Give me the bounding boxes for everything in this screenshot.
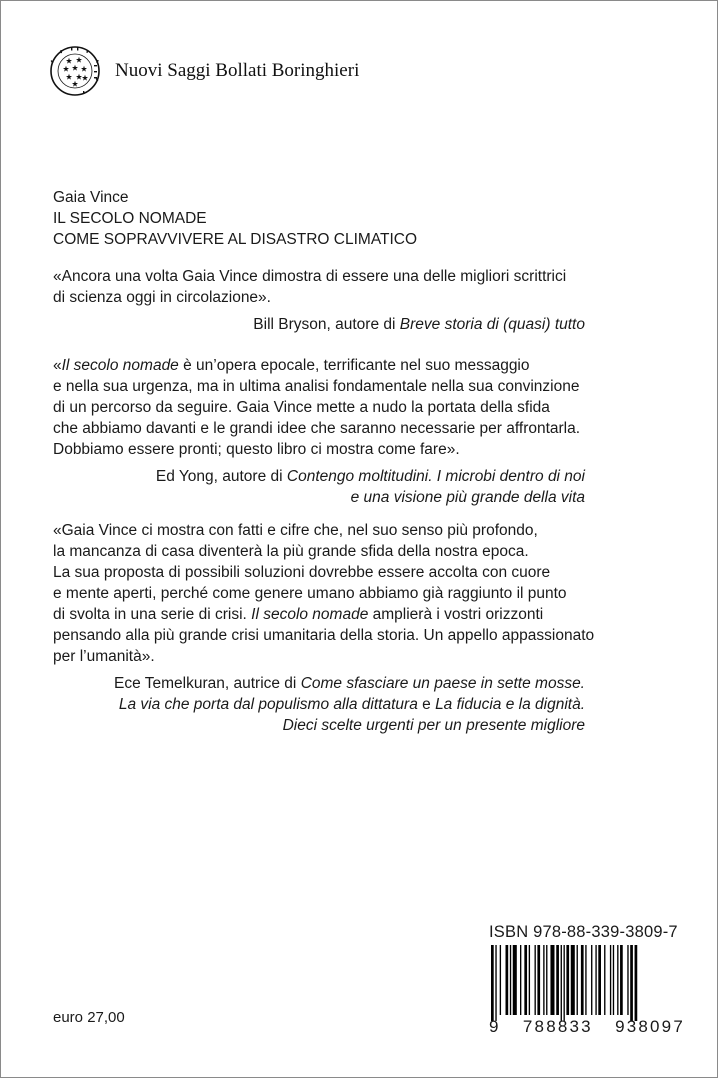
- quote-temelkuran: [53, 520, 595, 736]
- isbn-block: [489, 923, 685, 1037]
- quote-line: e mente aperti, perché come genere umano abbiamo già raggiunto il punto: [53, 585, 567, 602]
- quote-attribution: [53, 466, 585, 508]
- quote-line: di un percorso da seguire. Gaia Vince mette a nudo la portata della sfida: [53, 399, 550, 416]
- quote-line: di svolta in una serie di crisi.: [53, 606, 252, 623]
- attribution-name: Ed Yong, autore di: [155, 468, 287, 485]
- attribution-name: Bill Bryson, autore di: [253, 316, 400, 333]
- quote-line: è un’opera epocale, terrificante nel suo messaggio: [178, 357, 530, 374]
- attribution-work: Come sfasciare un paese in sette mosse.: [300, 675, 585, 692]
- attribution-conjunction: e: [417, 696, 436, 713]
- quote-line: e nella sua urgenza, ma in ultima analisi fondamentale nella sua convinzione: [53, 378, 580, 395]
- quote-attribution: [53, 673, 585, 736]
- isbn-label: ISBN 978-88-339-3809-7: [489, 923, 678, 941]
- quote-open-mark: «: [53, 357, 62, 374]
- quote-italic-title: Il secolo nomade: [61, 357, 179, 374]
- publisher-logo-icon: [49, 45, 101, 97]
- quote-line: di scienza oggi in circolazione».: [53, 289, 271, 306]
- attribution-work: e una visione più grande della vita: [350, 489, 585, 506]
- barcode-digits-left: 788833: [522, 1017, 593, 1036]
- attribution-work: Breve storia di (quasi) tutto: [399, 316, 585, 333]
- book-info: [53, 187, 417, 250]
- author: Gaia Vince: [53, 189, 129, 206]
- barcode-digits-right: 938097: [615, 1017, 685, 1036]
- quote-attribution: [53, 314, 585, 335]
- barcode-icon: [489, 945, 685, 1021]
- series-name: Nuovi Saggi Bollati Boringhieri: [115, 60, 360, 81]
- quote-line: «Ancora una volta Gaia Vince dimostra di essere una delle migliori scrittrici: [53, 268, 567, 285]
- quote-line: pensando alla più grande crisi umanitaria della storia. Un appello appassionato: [53, 627, 595, 644]
- attribution-name: Ece Temelkuran, autrice di: [114, 675, 301, 692]
- quote-line: che abbiamo davanti e le grandi idee che saranno necessarie per affrontarla.: [53, 420, 581, 437]
- quote-line: per l’umanità».: [53, 648, 155, 665]
- attribution-work: La fiducia e la dignità.: [435, 696, 585, 713]
- quote-line: «Gaia Vince ci mostra con fatti e cifre che, nel suo senso più profondo,: [53, 522, 538, 539]
- attribution-work: La via che porta dal populismo alla dittatura: [118, 696, 418, 713]
- book-subtitle: COME SOPRAVVIVERE AL DISASTRO CLIMATICO: [53, 231, 418, 248]
- quote-bryson: [53, 266, 585, 335]
- attribution-work: Dieci scelte urgenti per un presente migliore: [282, 717, 585, 734]
- barcode-digits: [489, 1017, 685, 1037]
- quote-italic-title: Il secolo nomade: [251, 606, 369, 623]
- quote-line: amplierà i vostri orizzonti: [368, 606, 544, 623]
- quote-line: Dobbiamo essere pronti; questo libro ci mostra come fare».: [53, 441, 460, 458]
- price: euro 27,00: [53, 1009, 125, 1026]
- barcode-digit-prefix: 9: [489, 1017, 501, 1036]
- series-header: [49, 45, 359, 97]
- quote-line: la mancanza di casa diventerà la più grande sfida della nostra epoca.: [53, 543, 529, 560]
- quote-line: La sua proposta di possibili soluzioni dovrebbe essere accolta con cuore: [53, 564, 551, 581]
- book-title: IL SECOLO NOMADE: [53, 210, 207, 227]
- attribution-work: Contengo moltitudini. I microbi dentro di noi: [286, 468, 585, 485]
- quote-yong: [53, 355, 585, 508]
